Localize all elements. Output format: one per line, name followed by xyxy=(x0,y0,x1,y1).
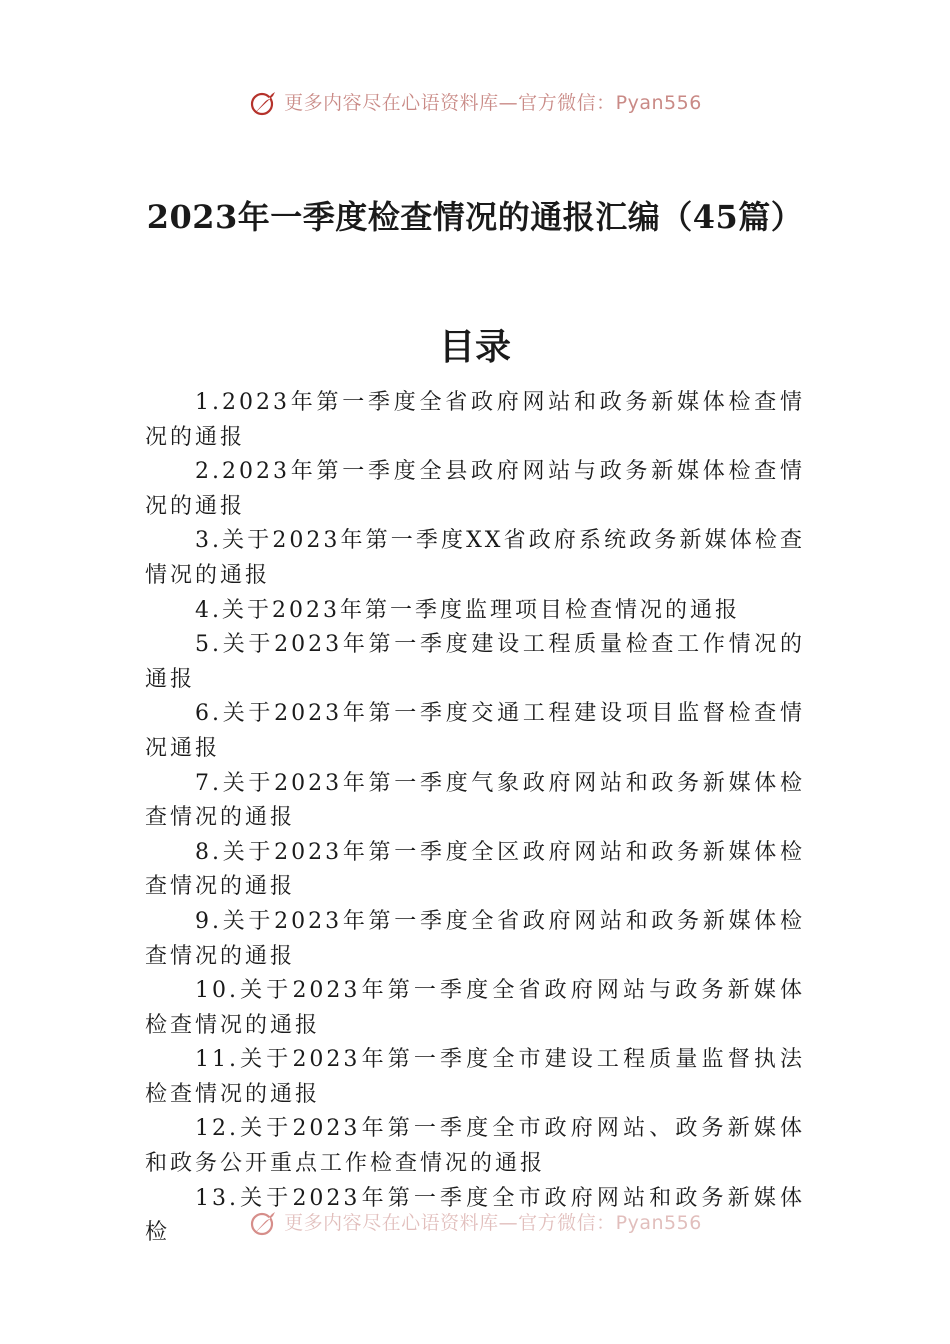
toc-item[interactable]: 1.2023年第一季度全省政府网站和政务新媒体检查情况的通报 xyxy=(145,390,805,450)
toc-item[interactable]: 5.关于2023年第一季度建设工程质量检查工作情况的通报 xyxy=(145,632,805,692)
watermark-text: 更多内容尽在心语资料库—官方微信：Pyan556 xyxy=(284,1212,702,1234)
toc-item[interactable]: 12.关于2023年第一季度全市政府网站、政务新媒体和政务公开重点工作检查情况的通报 xyxy=(145,1116,805,1177)
toc-item[interactable]: 6.关于2023年第一季度交通工程建设项目监督检查情况通报 xyxy=(145,701,805,761)
toc-item[interactable]: 4.关于2023年第一季度监理项目检查情况的通报 xyxy=(195,597,740,623)
toc-item[interactable]: 13.关于2023年第一季度全市政府网站和政务新媒体检 xyxy=(145,1185,805,1246)
table-of-contents xyxy=(145,386,805,1251)
document-title: 2023年一季度检查情况的通报汇编（45篇） xyxy=(146,198,804,236)
toc-heading: 目录 xyxy=(438,326,511,368)
toc-item[interactable]: 3.关于2023年第一季度XX省政府系统政务新媒体检查情况的通报 xyxy=(145,528,805,588)
quill-pen-logo-icon xyxy=(248,88,278,118)
toc-item[interactable]: 8.关于2023年第一季度全区政府网站和政务新媒体检查情况的通报 xyxy=(145,839,805,900)
toc-item[interactable]: 7.关于2023年第一季度气象政府网站和政务新媒体检查情况的通报 xyxy=(145,770,805,831)
watermark-text: 更多内容尽在心语资料库—官方微信：Pyan556 xyxy=(284,92,702,114)
toc-item[interactable]: 2.2023年第一季度全县政府网站与政务新媒体检查情况的通报 xyxy=(145,459,805,519)
quill-pen-logo-icon xyxy=(248,1208,278,1238)
toc-item[interactable]: 9.关于2023年第一季度全省政府网站和政务新媒体检查情况的通报 xyxy=(145,908,805,969)
footer-watermark xyxy=(0,1208,950,1238)
toc-item[interactable]: 10.关于2023年第一季度全省政府网站与政务新媒体检查情况的通报 xyxy=(145,978,805,1038)
header-watermark xyxy=(0,88,950,118)
toc-item[interactable]: 11.关于2023年第一季度全市建设工程质量监督执法检查情况的通报 xyxy=(145,1047,805,1107)
